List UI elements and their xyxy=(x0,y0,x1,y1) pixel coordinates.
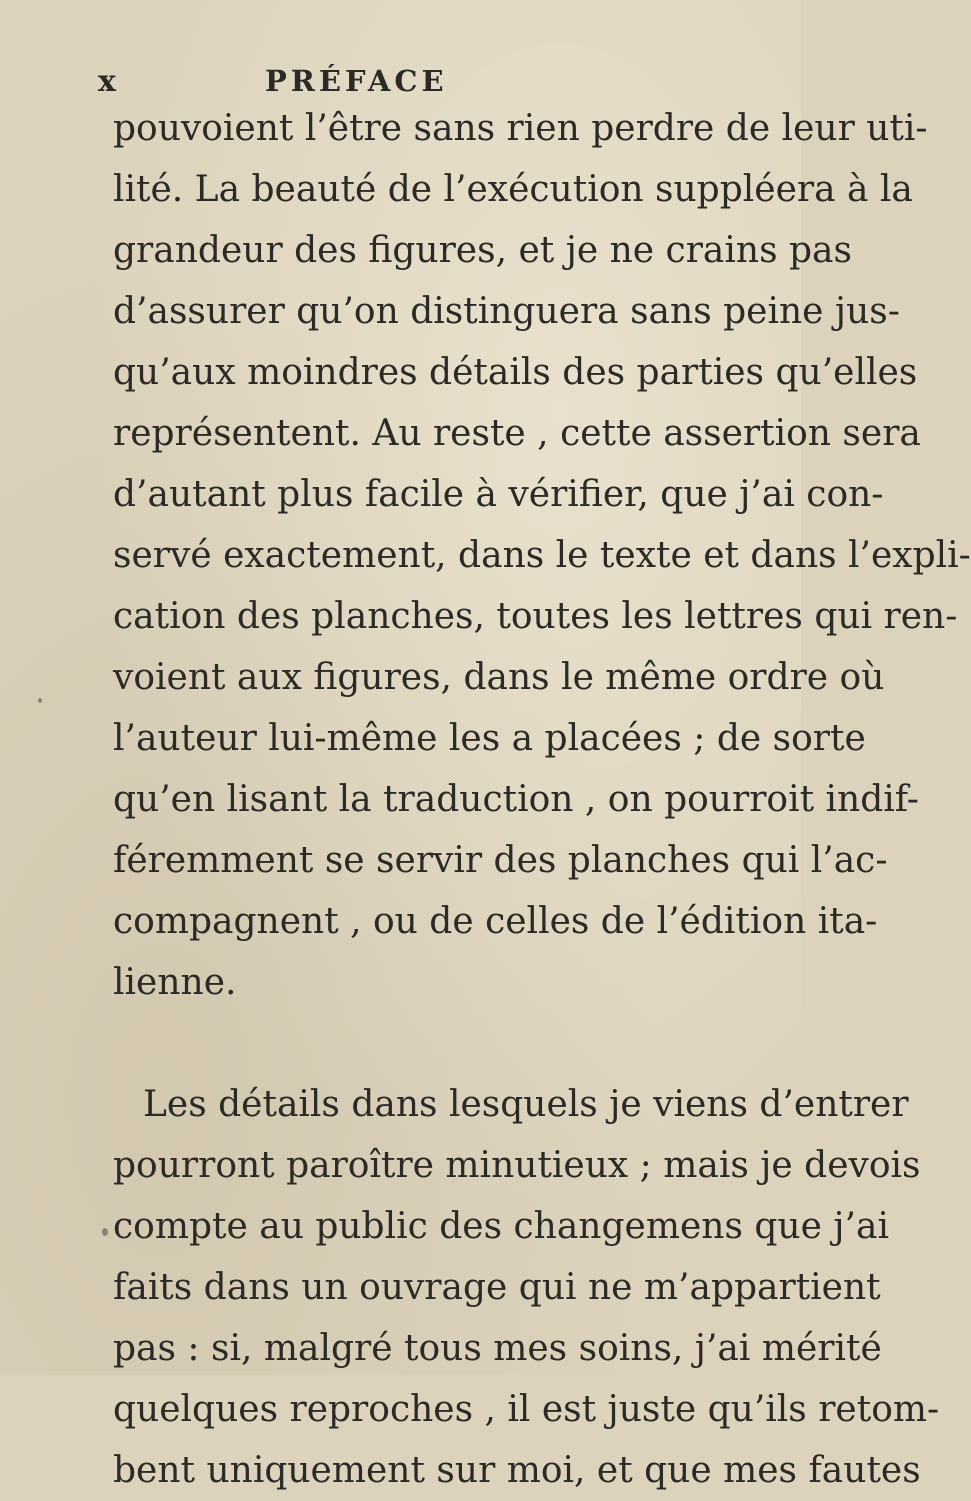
text-line: d’autant plus facile à vérifier, que j’ai con- xyxy=(113,474,884,515)
running-head: PRÉFACE xyxy=(265,64,448,98)
text-line: servé exactement, dans le texte et dans l’expli- xyxy=(113,535,971,576)
text-line: quelques reproches , il est juste qu’ils retom- xyxy=(113,1389,940,1430)
text-line: grandeur des figures, et je ne crains pas xyxy=(113,230,852,271)
ink-speck xyxy=(102,1228,108,1236)
text-line: d’assurer qu’on distinguera sans peine jus- xyxy=(113,291,900,332)
text-line: bent uniquement sur moi, et que mes fautes xyxy=(113,1450,921,1491)
text-line: compagnent , ou de celles de l’édition ita- xyxy=(113,901,878,942)
ink-speck xyxy=(38,698,42,703)
paragraph-gap xyxy=(113,1013,753,1074)
text-line: voient aux figures, dans le même ordre où xyxy=(113,657,885,698)
text-line: lité. La beauté de l’exécution suppléera à la xyxy=(113,169,913,210)
text-line: représentent. Au reste , cette assertion sera xyxy=(113,413,921,454)
text-line: l’auteur lui-même les a placées ; de sorte xyxy=(113,718,866,759)
text-line: pouvoient l’être sans rien perdre de leur uti- xyxy=(113,108,928,149)
body-text xyxy=(113,98,971,1501)
text-line: compte au public des changemens que j’ai xyxy=(113,1206,889,1247)
text-line: lienne. xyxy=(113,962,237,1003)
page-header xyxy=(0,62,801,102)
text-line: qu’en lisant la traduction , on pourroit indif- xyxy=(113,779,919,820)
text-line: pas : si, malgré tous mes soins, j’ai mérité xyxy=(113,1328,882,1369)
text-line: faits dans un ouvrage qui ne m’appartient xyxy=(113,1267,881,1308)
paragraph-2 xyxy=(113,1074,940,1501)
text-line: Les détails dans lesquels je viens d’entrer xyxy=(143,1084,909,1125)
page-number: x xyxy=(98,64,117,99)
paragraph-1 xyxy=(113,98,971,1013)
text-line: pourront paroître minutieux ; mais je devois xyxy=(113,1145,921,1186)
text-line: cation des planches, toutes les lettres qui ren- xyxy=(113,596,958,637)
text-line: féremment se servir des planches qui l’ac- xyxy=(113,840,888,881)
text-line: qu’aux moindres détails des parties qu’elles xyxy=(113,352,918,393)
